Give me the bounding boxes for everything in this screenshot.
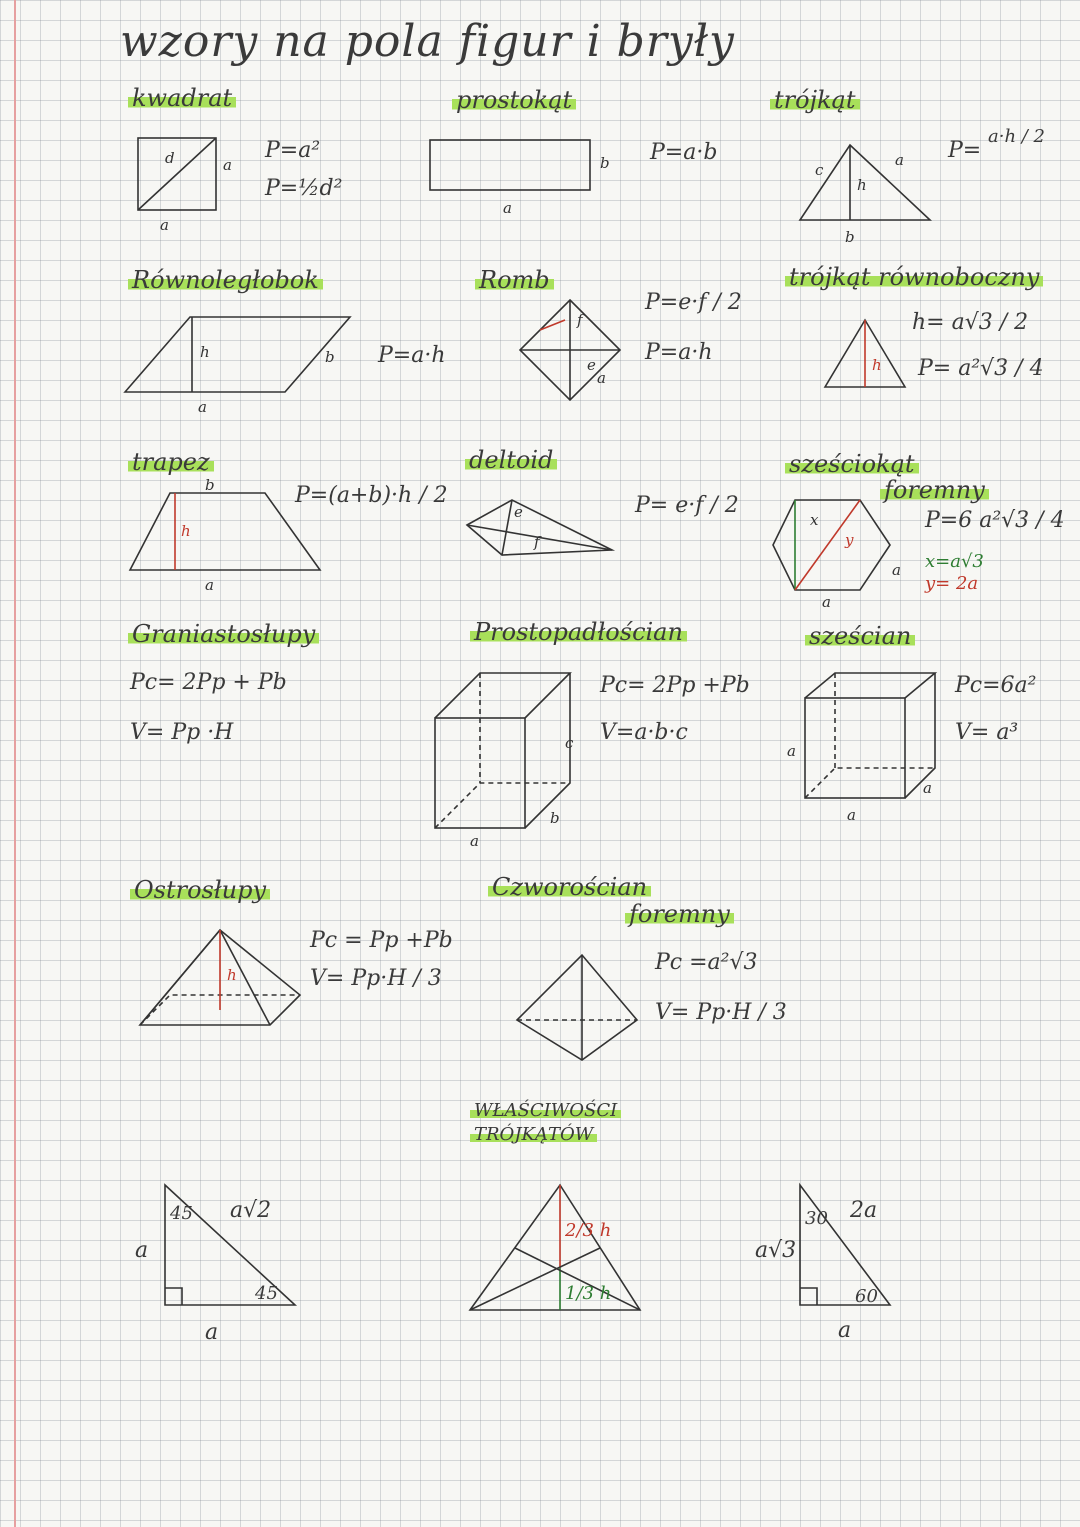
svg-text:h: h	[857, 176, 867, 194]
svg-text:c: c	[815, 161, 824, 179]
rhombus-figure	[515, 295, 635, 405]
equilateral-formula-h: h= a√3 / 2	[912, 310, 1029, 335]
label-square: kwadrat	[128, 86, 236, 110]
square-formula-2: P=½d²	[265, 176, 343, 201]
cube-figure	[785, 668, 935, 828]
label-equilateral: trójkąt równoboczny	[785, 265, 1043, 289]
svg-text:a: a	[503, 199, 512, 217]
tri30-angle-30: 30	[805, 1208, 828, 1229]
svg-text:a: a	[822, 593, 831, 611]
label-rectangle: prostokąt	[452, 88, 576, 112]
svg-text:a: a	[470, 832, 479, 850]
pyramids-formula-1: Pc = Pp +Pb	[310, 928, 453, 953]
square-formula-1: P=a²	[265, 138, 321, 163]
label-triangle-props-1: WŁAŚCIWOŚCI	[470, 1102, 621, 1120]
svg-text:h: h	[181, 522, 191, 540]
svg-text:d: d	[165, 149, 175, 167]
svg-text:a: a	[198, 398, 207, 416]
svg-text:x: x	[810, 511, 819, 529]
square-figure	[135, 135, 235, 235]
equilateral-formula-p: P= a²√3 / 4	[918, 356, 1044, 381]
tri45-angle-bottom: 45	[255, 1283, 278, 1304]
svg-text:a: a	[892, 561, 901, 579]
tri45-side-bottom: a	[205, 1320, 219, 1345]
svg-text:b: b	[550, 809, 560, 827]
hexagon-formula-y: y= 2a	[925, 573, 979, 594]
svg-text:a: a	[895, 151, 904, 169]
triangle-formula-p: P=	[948, 138, 982, 163]
tetrahedron-formula-1: Pc =a²√3	[655, 950, 758, 975]
svg-text:a: a	[160, 216, 169, 234]
cuboid-figure	[430, 668, 580, 848]
label-tetrahedron-1: Czworościan	[488, 875, 651, 899]
median-upper-label: 2/3 h	[565, 1220, 612, 1241]
svg-text:f: f	[577, 311, 583, 329]
svg-text:a: a	[205, 576, 214, 594]
svg-text:e: e	[587, 356, 596, 374]
triangle-figure	[795, 140, 945, 250]
svg-text:h: h	[227, 966, 237, 984]
pyramid-figure	[135, 925, 305, 1035]
svg-text:a: a	[923, 779, 932, 797]
tri30-long-side: a√3	[755, 1238, 797, 1263]
margin-line	[14, 0, 16, 1527]
rectangle-figure	[428, 138, 628, 218]
label-cube: sześcian	[805, 624, 915, 648]
svg-text:b: b	[205, 476, 215, 494]
label-tetrahedron-2: foremny	[625, 902, 734, 926]
svg-text:h: h	[872, 356, 882, 374]
tri45-side-left: a	[135, 1238, 149, 1263]
page-title: wzory na pola figur i bryły	[120, 16, 735, 67]
tri30-hypotenuse: 2a	[850, 1198, 878, 1223]
svg-text:b: b	[845, 228, 855, 246]
kite-formula: P= e·f / 2	[635, 493, 739, 518]
label-hexagon-2: foremny	[880, 478, 989, 502]
parallelogram-figure	[120, 312, 370, 422]
label-kite: deltoid	[465, 448, 557, 472]
tri30-short-side: a	[838, 1318, 852, 1343]
svg-text:b: b	[325, 348, 335, 366]
right-triangle-45-figure	[130, 1180, 310, 1320]
cuboid-formula-1: Pc= 2Pp +Pb	[600, 673, 750, 698]
label-hexagon-1: sześciokąt	[785, 452, 919, 476]
label-triangle: trójkąt	[770, 88, 860, 112]
cuboid-formula-2: V=a·b·c	[600, 720, 688, 745]
svg-text:a: a	[847, 806, 856, 824]
tetrahedron-figure	[512, 950, 642, 1065]
svg-text:c: c	[565, 734, 574, 752]
tetrahedron-formula-2: V= Pp·H / 3	[655, 1000, 787, 1025]
svg-text:b: b	[600, 154, 610, 172]
kite-figure	[462, 495, 622, 565]
svg-text:f: f	[534, 533, 540, 551]
label-trapezoid: trapez	[128, 450, 214, 474]
hexagon-figure	[770, 495, 900, 615]
rectangle-formula: P=a·b	[650, 140, 718, 165]
tri45-angle-top: 45	[170, 1203, 193, 1224]
prisms-formula-1: Pc= 2Pp + Pb	[130, 670, 287, 695]
medians-triangle-figure	[465, 1180, 645, 1315]
label-prisms: Graniastosłupy	[128, 622, 319, 646]
triangle-formula-frac: a·h / 2	[988, 126, 1046, 147]
hexagon-formula-x: x=a√3	[925, 551, 984, 572]
label-pyramids: Ostrosłupy	[130, 878, 270, 902]
trapezoid-formula: P=(a+b)·h / 2	[295, 483, 448, 508]
rhombus-formula-2: P=a·h	[645, 340, 713, 365]
label-triangle-props-2: TRÓJKĄTÓW	[470, 1126, 597, 1144]
parallelogram-formula: P=a·h	[378, 343, 446, 368]
svg-text:y: y	[845, 531, 854, 549]
svg-text:a: a	[597, 369, 606, 387]
rhombus-formula-1: P=e·f / 2	[645, 290, 742, 315]
svg-text:h: h	[200, 343, 210, 361]
cube-formula-2: V= a³	[955, 720, 1019, 745]
svg-text:e: e	[514, 503, 523, 521]
cube-formula-1: Pc=6a²	[955, 673, 1037, 698]
label-parallelogram: Równoległobok	[128, 268, 323, 292]
median-lower-label: 1/3 h	[565, 1283, 612, 1304]
tri45-hypotenuse: a√2	[230, 1198, 272, 1223]
prisms-formula-2: V= Pp ·H	[130, 720, 234, 745]
svg-text:a: a	[223, 156, 232, 174]
hexagon-formula-p: P=6 a²√3 / 4	[925, 508, 1065, 533]
label-rhombus: Romb	[475, 268, 554, 292]
pyramids-formula-2: V= Pp·H / 3	[310, 966, 442, 991]
label-cuboid: Prostopadłościan	[470, 620, 687, 644]
tri30-angle-60: 60	[855, 1286, 878, 1307]
svg-text:a: a	[787, 742, 796, 760]
